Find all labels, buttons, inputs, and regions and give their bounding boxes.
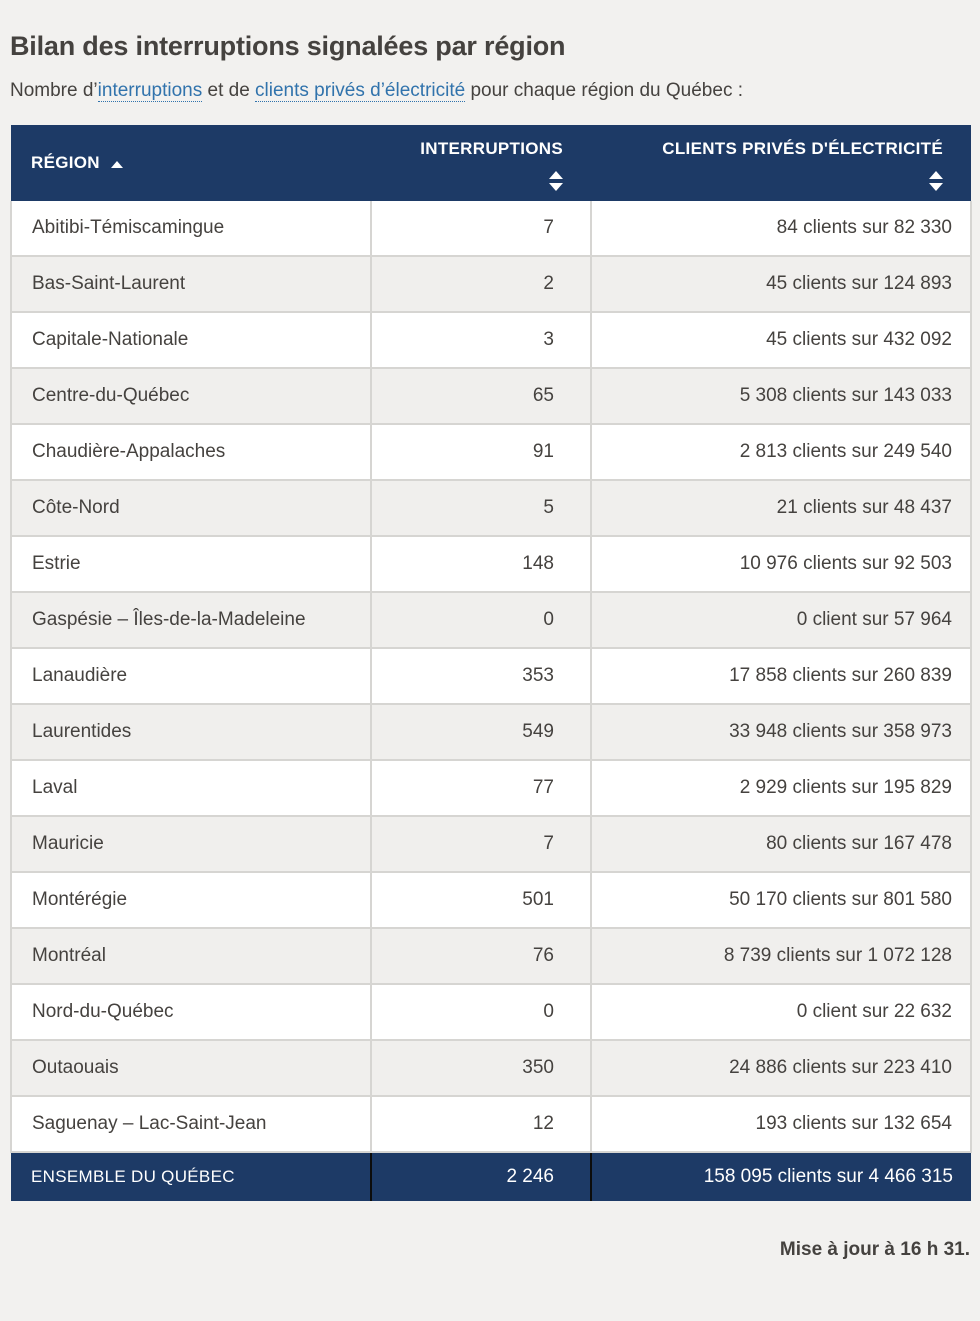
region-name: Gaspésie – Îles-de-la-Madeleine	[32, 609, 306, 630]
region-cell	[11, 368, 371, 424]
region-cell	[11, 592, 371, 648]
clients-value: 0 client sur 57 964	[796, 609, 952, 630]
clients-value: 45 clients sur 432 092	[766, 329, 952, 350]
interruptions-value: 7	[543, 217, 554, 238]
clients-cell	[591, 872, 971, 928]
region-cell	[11, 704, 371, 760]
total-clients: 158 095 clients sur 4 466 315	[591, 1152, 971, 1201]
clients-value: 24 886 clients sur 223 410	[729, 1057, 952, 1078]
interruptions-value: 2	[543, 273, 554, 294]
interruptions-cell	[371, 872, 591, 928]
table-row	[11, 201, 971, 256]
region-cell	[11, 872, 371, 928]
clients-value: 17 858 clients sur 260 839	[729, 665, 952, 686]
region-cell	[11, 480, 371, 536]
clients-cell	[591, 424, 971, 480]
interruptions-cell	[371, 648, 591, 704]
table-row	[11, 984, 971, 1040]
interruptions-value: 76	[532, 945, 554, 966]
clients-cell	[591, 368, 971, 424]
subtitle	[10, 78, 970, 103]
interruptions-cell	[371, 256, 591, 312]
column-header-region-label: RÉGION	[31, 153, 100, 172]
region-name: Mauricie	[32, 833, 104, 854]
region-name: Lanaudière	[32, 665, 128, 686]
region-cell	[11, 256, 371, 312]
clients-value: 33 948 clients sur 358 973	[729, 721, 952, 742]
region-name: Estrie	[32, 553, 81, 574]
clients-value: 193 clients sur 132 654	[755, 1113, 952, 1134]
table-row	[11, 256, 971, 312]
clients-value: 5 308 clients sur 143 033	[739, 385, 952, 406]
clients-cell	[591, 816, 971, 872]
subtitle-prefix: Nombre d’	[10, 80, 98, 101]
region-name: Laurentides	[32, 721, 132, 742]
region-name: Outaouais	[32, 1057, 119, 1078]
interruptions-cell	[371, 704, 591, 760]
clients-cell	[591, 592, 971, 648]
interruptions-value: 549	[522, 721, 554, 742]
outage-report-page	[0, 30, 980, 1289]
clients-cell	[591, 704, 971, 760]
sort-both-icon	[929, 171, 943, 191]
interruptions-cell	[371, 368, 591, 424]
region-cell	[11, 816, 371, 872]
interruptions-cell	[371, 1096, 591, 1152]
region-name: Abitibi-Témiscamingue	[32, 217, 225, 238]
region-name: Nord-du-Québec	[32, 1001, 174, 1022]
interruptions-cell	[371, 312, 591, 368]
interruptions-value: 353	[522, 665, 554, 686]
clients-cell	[591, 312, 971, 368]
region-name: Montréal	[32, 945, 106, 966]
interruptions-value: 148	[522, 553, 554, 574]
clients-link[interactable]: clients privés d’électricité	[255, 80, 466, 101]
table-row	[11, 424, 971, 480]
clients-cell	[591, 480, 971, 536]
region-name: Côte-Nord	[32, 497, 120, 518]
table-row	[11, 872, 971, 928]
column-header-clients[interactable]	[591, 125, 971, 201]
clients-cell	[591, 201, 971, 256]
interruptions-value: 0	[543, 609, 554, 630]
clients-value: 8 739 clients sur 1 072 128	[723, 945, 952, 966]
interruptions-cell	[371, 816, 591, 872]
table-row	[11, 648, 971, 704]
region-cell	[11, 424, 371, 480]
total-row	[11, 1152, 971, 1201]
interruptions-value: 77	[532, 777, 554, 798]
clients-value: 2 929 clients sur 195 829	[739, 777, 952, 798]
interruptions-value: 91	[532, 441, 554, 462]
table-row	[11, 760, 971, 816]
region-name: Bas-Saint-Laurent	[32, 273, 186, 294]
clients-cell	[591, 760, 971, 816]
table-row	[11, 704, 971, 760]
interruptions-cell	[371, 760, 591, 816]
clients-value: 10 976 clients sur 92 503	[739, 553, 952, 574]
table-row	[11, 592, 971, 648]
region-cell	[11, 1040, 371, 1096]
column-header-interruptions-label: INTERRUPTIONS	[420, 139, 563, 158]
page-title: Bilan des interruptions signalées par région	[10, 31, 566, 61]
interruptions-value: 7	[543, 833, 554, 854]
region-cell	[11, 928, 371, 984]
total-label: ENSEMBLE DU QUÉBEC	[11, 1152, 371, 1201]
interruptions-cell	[371, 424, 591, 480]
clients-value: 80 clients sur 167 478	[766, 833, 952, 854]
region-cell	[11, 201, 371, 256]
interruptions-cell	[371, 1040, 591, 1096]
interruptions-value: 501	[522, 889, 554, 910]
clients-value: 84 clients sur 82 330	[776, 217, 952, 238]
table-row	[11, 480, 971, 536]
clients-value: 2 813 clients sur 249 540	[739, 441, 952, 462]
column-header-clients-label: CLIENTS PRIVÉS D'ÉLECTRICITÉ	[662, 139, 943, 158]
clients-cell	[591, 648, 971, 704]
interruptions-cell	[371, 201, 591, 256]
region-cell	[11, 984, 371, 1040]
last-updated: Mise à jour à 16 h 31.	[779, 1239, 970, 1260]
clients-value: 21 clients sur 48 437	[776, 497, 952, 518]
clients-value: 50 170 clients sur 801 580	[729, 889, 952, 910]
region-name: Montérégie	[32, 889, 128, 910]
region-cell	[11, 1096, 371, 1152]
region-name: Chaudière-Appalaches	[32, 441, 226, 462]
table-row	[11, 312, 971, 368]
clients-value: 45 clients sur 124 893	[766, 273, 952, 294]
clients-cell	[591, 1040, 971, 1096]
region-name: Laval	[32, 777, 78, 798]
clients-cell	[591, 984, 971, 1040]
table-header	[11, 125, 971, 201]
interruptions-value: 65	[532, 385, 554, 406]
clients-cell	[591, 256, 971, 312]
outage-table	[10, 125, 972, 1201]
sort-asc-icon	[111, 161, 123, 168]
table-body	[11, 201, 971, 1152]
interruptions-value: 3	[543, 329, 554, 350]
clients-cell	[591, 536, 971, 592]
table-row	[11, 368, 971, 424]
table-row	[11, 928, 971, 984]
region-name: Centre-du-Québec	[32, 385, 190, 406]
table-row	[11, 1096, 971, 1152]
subtitle-suffix: pour chaque région du Québec :	[465, 80, 743, 101]
interruptions-value: 5	[543, 497, 554, 518]
interruptions-value: 350	[522, 1057, 554, 1078]
subtitle-middle: et de	[202, 80, 256, 101]
interruptions-cell	[371, 928, 591, 984]
sort-both-icon	[549, 171, 563, 191]
table-row	[11, 1040, 971, 1096]
clients-cell	[591, 928, 971, 984]
region-cell	[11, 536, 371, 592]
interruptions-cell	[371, 592, 591, 648]
table-row	[11, 536, 971, 592]
table-footer	[11, 1152, 971, 1201]
interruptions-cell	[371, 984, 591, 1040]
total-interruptions: 2 246	[371, 1152, 591, 1201]
interruptions-value: 0	[543, 1001, 554, 1022]
interruptions-cell	[371, 480, 591, 536]
table-row	[11, 816, 971, 872]
region-cell	[11, 648, 371, 704]
interruptions-link[interactable]: interruptions	[97, 80, 203, 101]
interruptions-value: 12	[532, 1113, 554, 1134]
clients-cell	[591, 1096, 971, 1152]
region-name: Capitale-Nationale	[32, 329, 189, 350]
interruptions-cell	[371, 536, 591, 592]
region-name: Saguenay – Lac-Saint-Jean	[32, 1113, 267, 1134]
region-cell	[11, 312, 371, 368]
column-header-interruptions[interactable]	[371, 125, 591, 201]
region-cell	[11, 760, 371, 816]
clients-value: 0 client sur 22 632	[796, 1001, 952, 1022]
column-header-region[interactable]	[11, 125, 371, 201]
